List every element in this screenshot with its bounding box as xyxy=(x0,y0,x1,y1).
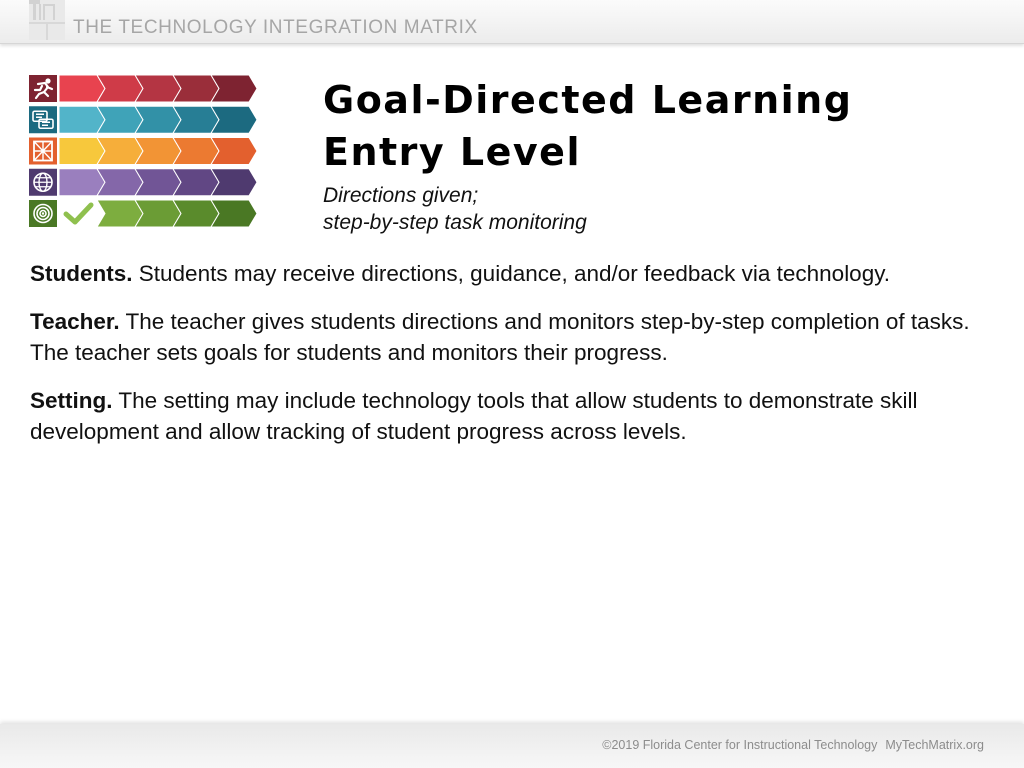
header-title: THE TECHNOLOGY INTEGRATION MATRIX xyxy=(73,17,478,38)
teacher-paragraph xyxy=(30,306,995,368)
content-body xyxy=(30,258,995,464)
matrix-cell-2-1 xyxy=(59,106,105,133)
setting-paragraph xyxy=(30,385,995,447)
matrix-row-4 xyxy=(29,169,257,196)
setting-lead: Setting. xyxy=(30,388,113,413)
header-bar xyxy=(0,0,1024,44)
matrix-cell-4-1 xyxy=(59,169,105,196)
matrix-cell-1-1 xyxy=(59,75,105,102)
matrix-cell-3-1 xyxy=(59,138,105,165)
matrix-graphic xyxy=(29,75,259,231)
teacher-text: The teacher gives students directions and monitors step-by-step completion of tasks. The teacher sets goals for students and monitors their progress. xyxy=(30,309,970,365)
subtitle-line-1: Directions given; xyxy=(323,184,479,207)
footer-text xyxy=(602,738,984,752)
page-title xyxy=(323,74,1003,178)
tim-logo-icon xyxy=(29,0,65,40)
footer-site-link[interactable]: MyTechMatrix.org xyxy=(885,738,984,752)
teacher-lead: Teacher. xyxy=(30,309,120,334)
footer-bar xyxy=(0,724,1024,768)
matrix-row-1 xyxy=(29,75,257,102)
subtitle-line-2: step-by-step task monitoring xyxy=(323,211,587,234)
footer-copyright: ©2019 Florida Center for Instructional Technology xyxy=(602,738,878,752)
setting-text: The setting may include technology tools that allow students to demonstrate skill development and allow tracking of student progress across levels. xyxy=(30,388,918,444)
title-line-2: Entry Level xyxy=(323,130,581,174)
matrix-row-3 xyxy=(29,138,257,165)
students-text: Students may receive directions, guidance, and/or feedback via technology. xyxy=(132,261,891,286)
students-paragraph xyxy=(30,258,995,289)
page-subtitle xyxy=(323,182,923,236)
target-icon xyxy=(34,205,52,223)
students-lead: Students. xyxy=(30,261,133,286)
scaffold-icon xyxy=(34,142,52,161)
matrix-row-2 xyxy=(29,106,257,133)
title-line-1: Goal-Directed Learning xyxy=(323,78,853,122)
